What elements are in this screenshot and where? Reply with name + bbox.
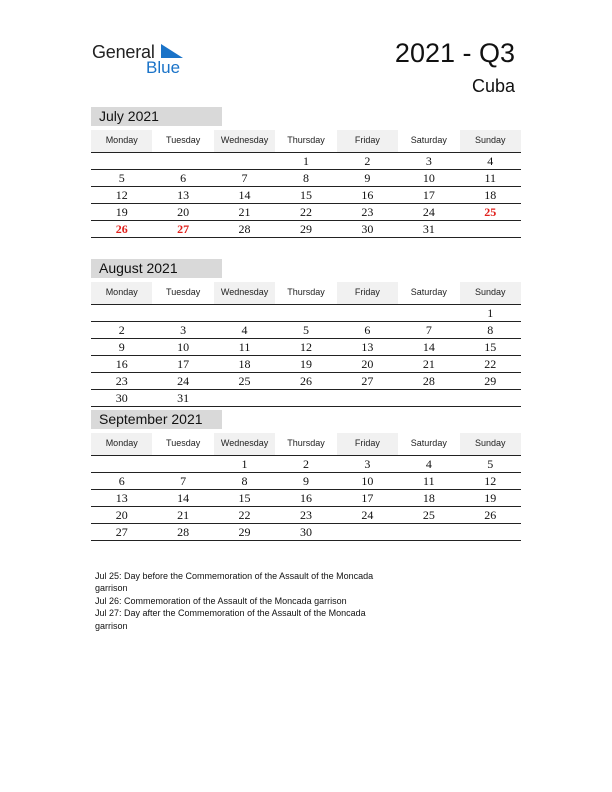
day-cell: 14 bbox=[238, 188, 251, 202]
day-cell: 6 bbox=[180, 171, 187, 185]
day-cell bbox=[337, 390, 398, 406]
week-row bbox=[91, 456, 521, 473]
day-cell bbox=[214, 153, 275, 169]
week-row bbox=[91, 490, 521, 507]
holiday-note: Jul 27: Day after the Commemoration of the Assault of the Moncada garrison bbox=[95, 608, 366, 631]
day-cell: 4 bbox=[487, 154, 494, 168]
weekday-label: Friday bbox=[337, 282, 398, 304]
weekday-header-row bbox=[91, 130, 521, 153]
weekday-label: Monday bbox=[91, 282, 152, 304]
logo-word-general: General bbox=[92, 42, 155, 62]
day-cell: 5 bbox=[487, 457, 494, 471]
day-cell bbox=[398, 524, 459, 540]
holiday-notes bbox=[95, 570, 395, 632]
day-cell: 15 bbox=[299, 188, 312, 202]
day-cell: 17 bbox=[422, 188, 435, 202]
week-row bbox=[91, 305, 521, 322]
day-cell: 30 bbox=[361, 222, 374, 236]
day-cell: 19 bbox=[115, 205, 128, 219]
day-cell: 29 bbox=[299, 222, 312, 236]
holiday-day-cell: 25 bbox=[484, 205, 497, 219]
day-cell: 2 bbox=[118, 323, 125, 337]
day-cell bbox=[214, 305, 275, 321]
day-cell: 22 bbox=[299, 205, 312, 219]
day-cell: 9 bbox=[364, 171, 371, 185]
day-cell: 24 bbox=[361, 508, 374, 522]
day-cell: 1 bbox=[302, 154, 309, 168]
week-row bbox=[91, 204, 521, 221]
day-cell: 17 bbox=[361, 491, 374, 505]
weekday-header-row bbox=[91, 282, 521, 305]
day-cell: 4 bbox=[241, 323, 248, 337]
week-row bbox=[91, 373, 521, 390]
week-row bbox=[91, 170, 521, 187]
day-cell: 20 bbox=[177, 205, 190, 219]
day-cell: 5 bbox=[302, 323, 309, 337]
day-cell: 21 bbox=[238, 205, 251, 219]
logo bbox=[92, 40, 192, 80]
day-cell: 11 bbox=[484, 171, 497, 185]
day-cell: 16 bbox=[115, 357, 128, 371]
day-cell: 5 bbox=[118, 171, 125, 185]
day-cell: 19 bbox=[484, 491, 497, 505]
weekday-header-row bbox=[91, 433, 521, 456]
day-cell: 13 bbox=[115, 491, 128, 505]
week-row bbox=[91, 390, 521, 407]
holiday-day-cell: 26 bbox=[115, 222, 128, 236]
weekday-label: Thursday bbox=[287, 135, 325, 145]
day-cell bbox=[214, 390, 275, 406]
day-cell: 3 bbox=[180, 323, 187, 337]
day-cell: 28 bbox=[238, 222, 251, 236]
day-cell: 20 bbox=[361, 357, 374, 371]
day-cell: 12 bbox=[484, 474, 497, 488]
day-cell: 12 bbox=[115, 188, 128, 202]
day-cell: 16 bbox=[299, 491, 312, 505]
month-july bbox=[91, 107, 521, 238]
day-cell: 8 bbox=[241, 474, 248, 488]
weekday-label: Thursday bbox=[287, 438, 325, 448]
day-cell: 15 bbox=[238, 491, 251, 505]
week-row bbox=[91, 221, 521, 238]
day-cell: 29 bbox=[484, 374, 497, 388]
logo-word-blue: Blue bbox=[146, 58, 181, 77]
weekday-label: Wednesday bbox=[214, 433, 275, 455]
day-cell: 15 bbox=[484, 340, 497, 354]
day-cell: 10 bbox=[361, 474, 374, 488]
weekday-label: Tuesday bbox=[166, 438, 201, 448]
week-row bbox=[91, 339, 521, 356]
day-cell bbox=[460, 221, 521, 237]
day-cell: 6 bbox=[118, 474, 125, 488]
holiday-note: Jul 26: Commemoration of the Assault of the Moncada garrison bbox=[95, 595, 347, 606]
day-cell: 10 bbox=[177, 340, 190, 354]
day-cell bbox=[275, 305, 336, 321]
day-cell bbox=[91, 305, 152, 321]
weekday-label: Sunday bbox=[460, 433, 521, 455]
month-september bbox=[91, 410, 521, 541]
weekday-label: Wednesday bbox=[214, 130, 275, 152]
day-cell bbox=[337, 524, 398, 540]
weekday-label: Tuesday bbox=[166, 287, 201, 297]
day-cell: 2 bbox=[364, 154, 371, 168]
day-cell: 23 bbox=[299, 508, 312, 522]
day-cell: 24 bbox=[422, 205, 435, 219]
month-header: September 2021 bbox=[91, 410, 222, 429]
day-cell: 25 bbox=[238, 374, 251, 388]
day-cell: 19 bbox=[299, 357, 312, 371]
weekday-label: Friday bbox=[337, 130, 398, 152]
day-cell: 1 bbox=[487, 306, 494, 320]
day-cell: 16 bbox=[361, 188, 374, 202]
day-cell: 29 bbox=[238, 525, 251, 539]
day-cell bbox=[152, 153, 213, 169]
day-cell bbox=[152, 456, 213, 472]
day-cell bbox=[337, 305, 398, 321]
day-cell: 21 bbox=[177, 508, 190, 522]
day-cell bbox=[275, 390, 336, 406]
day-cell bbox=[91, 456, 152, 472]
day-cell: 18 bbox=[238, 357, 251, 371]
day-cell: 14 bbox=[422, 340, 435, 354]
day-cell bbox=[398, 390, 459, 406]
day-cell: 7 bbox=[241, 171, 248, 185]
day-cell: 17 bbox=[177, 357, 190, 371]
day-cell: 26 bbox=[299, 374, 312, 388]
day-cell: 31 bbox=[422, 222, 435, 236]
day-cell: 20 bbox=[115, 508, 128, 522]
day-cell: 7 bbox=[180, 474, 187, 488]
day-cell: 10 bbox=[422, 171, 435, 185]
day-cell bbox=[152, 305, 213, 321]
day-cell: 2 bbox=[302, 457, 309, 471]
day-cell: 12 bbox=[299, 340, 312, 354]
day-cell: 1 bbox=[241, 457, 248, 471]
holiday-note: Jul 25: Day before the Commemoration of the Assault of the Moncada garrison bbox=[95, 571, 374, 594]
day-cell: 6 bbox=[364, 323, 371, 337]
weekday-label: Tuesday bbox=[166, 135, 201, 145]
day-cell: 3 bbox=[364, 457, 371, 471]
weekday-label: Saturday bbox=[410, 287, 447, 297]
weekday-label: Friday bbox=[337, 433, 398, 455]
weekday-label: Thursday bbox=[287, 287, 325, 297]
weekday-label: Monday bbox=[91, 433, 152, 455]
day-cell: 23 bbox=[115, 374, 128, 388]
weekday-label: Saturday bbox=[410, 135, 447, 145]
weekday-label: Monday bbox=[91, 130, 152, 152]
weekday-label: Saturday bbox=[410, 438, 447, 448]
day-cell: 30 bbox=[299, 525, 312, 539]
weekday-label: Wednesday bbox=[214, 282, 275, 304]
day-cell: 22 bbox=[484, 357, 497, 371]
day-cell: 11 bbox=[238, 340, 251, 354]
weekday-label: Sunday bbox=[460, 130, 521, 152]
day-cell: 3 bbox=[425, 154, 432, 168]
day-cell: 26 bbox=[484, 508, 497, 522]
day-cell: 9 bbox=[118, 340, 125, 354]
day-cell: 4 bbox=[425, 457, 432, 471]
country-name: Cuba bbox=[471, 76, 515, 96]
day-cell: 21 bbox=[422, 357, 435, 371]
day-cell: 9 bbox=[302, 474, 309, 488]
week-row bbox=[91, 356, 521, 373]
day-cell: 23 bbox=[361, 205, 374, 219]
page-title: 2021 - Q3 bbox=[394, 38, 515, 68]
week-row bbox=[91, 153, 521, 170]
day-cell bbox=[460, 524, 521, 540]
day-cell: 24 bbox=[177, 374, 190, 388]
week-row bbox=[91, 507, 521, 524]
day-cell: 11 bbox=[423, 474, 435, 488]
day-cell: 13 bbox=[361, 340, 374, 354]
month-header: July 2021 bbox=[91, 107, 222, 126]
day-cell: 14 bbox=[177, 491, 190, 505]
day-cell: 7 bbox=[425, 323, 432, 337]
day-cell: 8 bbox=[302, 171, 309, 185]
day-cell: 18 bbox=[422, 491, 435, 505]
weekday-label: Sunday bbox=[460, 282, 521, 304]
day-cell: 28 bbox=[177, 525, 190, 539]
day-cell: 25 bbox=[422, 508, 435, 522]
month-header: August 2021 bbox=[91, 259, 222, 278]
day-cell: 27 bbox=[115, 525, 128, 539]
day-cell: 31 bbox=[177, 391, 190, 405]
day-cell: 28 bbox=[422, 374, 435, 388]
day-cell: 30 bbox=[115, 391, 128, 405]
month-august bbox=[91, 259, 521, 407]
week-row bbox=[91, 187, 521, 204]
week-row bbox=[91, 473, 521, 490]
week-row bbox=[91, 322, 521, 339]
day-cell: 27 bbox=[361, 374, 374, 388]
holiday-day-cell: 27 bbox=[177, 222, 190, 236]
day-cell: 22 bbox=[238, 508, 251, 522]
day-cell: 18 bbox=[484, 188, 497, 202]
day-cell bbox=[91, 153, 152, 169]
week-row bbox=[91, 524, 521, 541]
day-cell bbox=[460, 390, 521, 406]
day-cell: 13 bbox=[177, 188, 190, 202]
day-cell: 8 bbox=[487, 323, 494, 337]
day-cell bbox=[398, 305, 459, 321]
